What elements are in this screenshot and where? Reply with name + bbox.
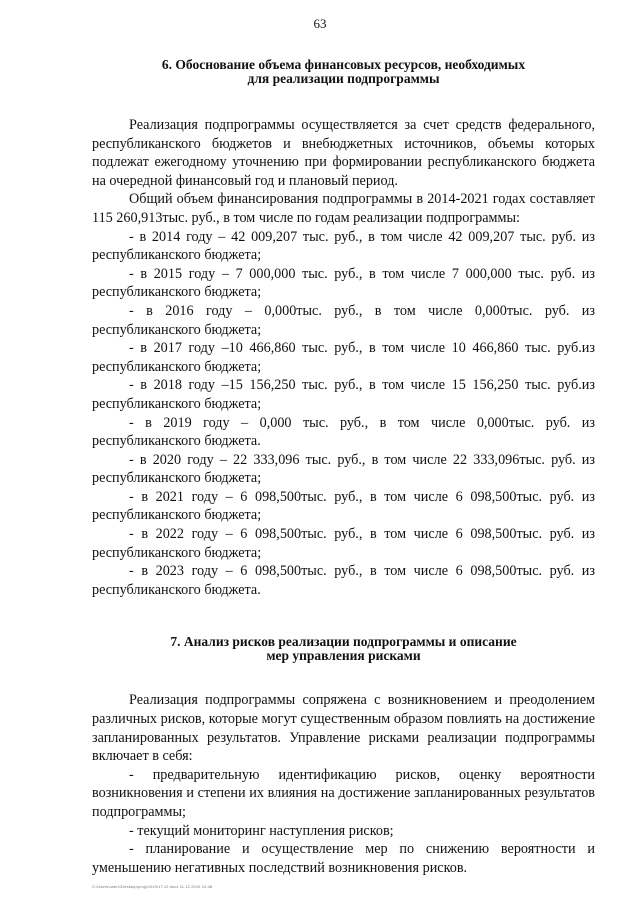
section-6-intro-paragraph: Реализация подпрограммы осуществляется за счет средств федерального, республиканского бюджетов и внебюджетных источников, объемы которых подлежат ежегодному уточнению при формировании республиканского бюджета на очередной финансовый год и плановый период.: [92, 117, 595, 189]
funding-year-2021: - в 2021 году – 6 098,500тыс. руб., в том числе 6 098,500тыс. руб. из республиканского бюджета;: [92, 488, 595, 524]
section-6-heading-line-2: для реализации подпрограммы: [247, 71, 440, 86]
risk-item-monitoring: - текущий мониторинг наступления рисков;: [129, 822, 394, 839]
risk-item-mitigation: - планирование и осуществление мер по снижению вероятности и уменьшению негативных последствий возникновения рисков.: [92, 841, 595, 876]
funding-year-2015: - в 2015 году – 7 000,000 тыс. руб., в том числе 7 000,000 тыс. руб. из республиканского бюджета;: [92, 265, 595, 301]
funding-year-2014: - в 2014 году – 42 009,207 тыс. руб., в том числе 42 009,207 тыс. руб. из республиканского бюджета;: [92, 228, 595, 264]
funding-year-2016: - в 2016 году – 0,000тыс. руб., в том числе 0,000тыс. руб. из республиканского бюджета;: [92, 302, 595, 338]
section-6-total-paragraph: Общий объем финансирования подпрограммы в 2014-2021 годах составляет 115 260,913тыс. руб., в том числе по годам реализации подпрограммы:: [92, 191, 595, 226]
section-7-heading: [92, 635, 595, 663]
section-7-heading-line-2: мер управления рисками: [266, 648, 421, 664]
page-number: 63: [313, 16, 327, 31]
funding-year-2017: - в 2017 году –10 466,860 тыс. руб., в том числе 10 466,860 тыс. руб.из республиканского бюджета;: [92, 340, 595, 375]
funding-year-2022: - в 2022 году – 6 098,500тыс. руб., в том числе 6 098,500тыс. руб. из республиканского бюджета;: [92, 526, 595, 561]
section-7-heading-line-1: 7. Анализ рисков реализации подпрограммы и описание: [170, 634, 517, 650]
section-6-heading: [92, 58, 595, 86]
funding-year-2019: - в 2019 году – 0,000 тыс. руб., в том числе 0,000тыс. руб. из республиканского бюджета.: [92, 414, 595, 450]
document-body: [92, 58, 595, 877]
risk-item-identification: - предварительную идентификацию рисков, оценку вероятности возникновения и степени их влияния на достижение запланированных результатов подпрограммы;: [92, 766, 595, 820]
funding-year-2023: - в 2023 году – 6 098,500тыс. руб., в том числе 6 098,500тыс. руб. из республиканского бюджета.: [92, 563, 595, 598]
file-path-footer: С:\Users\user1\Desktop\prog\2019\17.12.docx 11.12.2019 12:48: [92, 884, 213, 889]
funding-year-2018: - в 2018 году –15 156,250 тыс. руб., в том числе 15 156,250 тыс. руб.из республиканского бюджета;: [92, 377, 595, 412]
section-7-intro-paragraph: Реализация подпрограммы сопряжена с возникновением и преодолением различных рисков, которые могут существенным образом повлиять на достижение запланированных результатов. Управление рисками реализации подпрограммы включает в себя:: [92, 692, 595, 765]
section-6-heading-line-1: 6. Обоснование объема финансовых ресурсов, необходимых: [161, 57, 526, 72]
funding-year-2020: - в 2020 году – 22 333,096 тыс. руб., в том числе 22 333,096тыс. руб. из республиканского бюджета;: [92, 451, 595, 487]
